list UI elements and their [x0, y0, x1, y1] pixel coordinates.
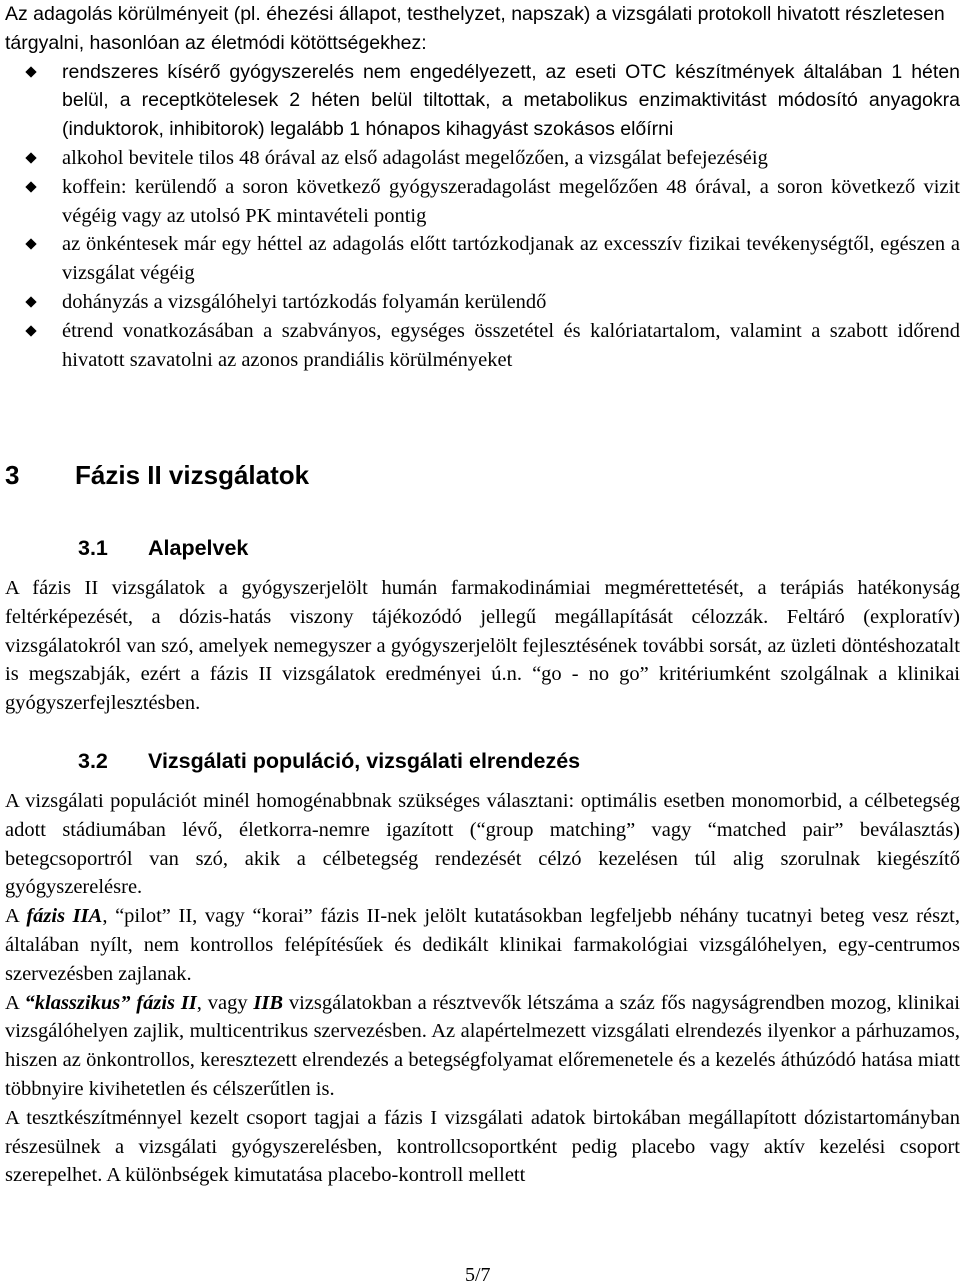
- list-item-text: alkohol bevitele tilos 48 órával az első adagolást megelőzően, a vizsgálat befejezéséig: [62, 146, 768, 169]
- list-item-text: étrend vonatkozásában a szabványos, egységes összetétel és kalóriatartalom, valamint a szabott időrend hivatott szavatolni az azonos prandiális körülményeket: [62, 319, 960, 371]
- lifestyle-restrictions-list: [5, 58, 960, 375]
- text-run: A: [5, 905, 27, 928]
- intro-paragraph: Az adagolás körülményeit (pl. éhezési állapot, testhelyzet, napszak) a vizsgálati protokoll hivatott részletesen tárgyalni, hasonlóan az életmódi kötöttségekhez:: [5, 3, 945, 54]
- list-item: [5, 58, 960, 144]
- subsection-heading: [78, 749, 580, 774]
- subsection-body: [5, 787, 960, 1190]
- list-item-text: rendszeres kísérő gyógyszerelés nem engedélyezett, az eseti OTC készítmények általában 1 héten belül, a receptkötelesek 2 héten belül tiltottak, a metabolikus enzimaktivitást módosító anyagokra (induktorok, inhibitorok) legalább 1 hónapos kihagyást szokásos előírni: [62, 60, 960, 141]
- diamond-bullet-icon: [25, 325, 36, 336]
- page-number: 5/7: [465, 1264, 491, 1286]
- body-paragraph: A vizsgálati populációt minél homogénabbnak szükséges választani: optimális esetben monomorbid, a célbetegség adott stádiumában lévő, életkorra-nemre igazított (“group matching” vagy “matched pair” beválasztás) betegcsoportról van szó, akik a célbetegség rendezését célzó kezelésen túl alig szorulnak kiegészítő gyógyszerelésre.: [5, 790, 960, 899]
- diamond-bullet-icon: [25, 152, 36, 163]
- list-item: [5, 173, 960, 231]
- list-item: [5, 317, 960, 375]
- section-number: 3: [5, 460, 20, 490]
- diamond-bullet-icon: [25, 239, 36, 250]
- subsection-title: Alapelvek: [148, 536, 249, 560]
- text-run: vizsgálatokban a résztvevők létszáma a száz fős nagyságrendben mozog, klinikai vizsgálóhelyen zajlik, multicentrikus szervezésben. Az alapértelmezett vizsgálati elrendezés ilyenkor a párhuzamos, hiszen az önkontrollos, keresztezett elrendezés a betegségfolyamat előremenetele és a kezelés áthúzódó hatása miatt többnyire kivihetetlen és célszerűtlen is.: [5, 991, 960, 1100]
- emphasis-text: fázis IIA: [26, 905, 103, 928]
- subsection-number: 3.2: [78, 749, 108, 773]
- diamond-bullet-icon: [25, 66, 36, 77]
- body-paragraph: [5, 989, 960, 1104]
- subsection-heading: [78, 536, 248, 561]
- document-page: [5, 0, 960, 374]
- emphasis-text: “klasszikus” fázis II: [24, 991, 197, 1014]
- list-item-text: koffein: kerülendő a soron következő gyógyszeradagolást megelőzően 48 órával, a soron következő vizit végéig vagy az utolsó PK mintavételi pontig: [62, 175, 960, 227]
- text-run: A: [5, 991, 25, 1014]
- section-heading: [5, 460, 309, 491]
- body-paragraph: A tesztkészítménnyel kezelt csoport tagjai a fázis I vizsgálati adatok birtokában megállapított dózistartományban részesülnek a vizsgálati gyógyszerelésben, kontrollcsoportként pedig placebo vagy aktív kezelési csoport szerepelhet. A különbségek kimutatása placebo-kontroll mellett: [5, 1106, 960, 1187]
- list-item: [5, 230, 960, 288]
- text-run: , vagy: [196, 991, 254, 1014]
- subsection-title: Vizsgálati populáció, vizsgálati elrendezés: [148, 749, 581, 773]
- body-paragraph: A fázis II vizsgálatok a gyógyszerjelölt humán farmakodinámiai megmérettetését, a terápiás hatékonyság feltérképezését, a dózis-hatás viszony tájékozódó jellegű megállapítását célozzák. Feltáró (exploratív) vizsgálatokról van szó, amelyek nemegyszer a gyógyszerjelölt fejlesztésének további sorsát, az üzleti döntéshozatalt is megszabják, ezért a fázis II vizsgálatok eredményei ú.n. “go - no go” kritériumként szolgálnak a klinikai gyógyszerfejlesztésben.: [5, 577, 960, 715]
- list-item: [5, 288, 960, 317]
- subsection-number: 3.1: [78, 536, 108, 560]
- list-item: [5, 144, 960, 173]
- diamond-bullet-icon: [25, 181, 36, 192]
- diamond-bullet-icon: [25, 296, 36, 307]
- body-paragraph: [5, 902, 960, 988]
- section-title: Fázis II vizsgálatok: [75, 460, 310, 490]
- text-run: , “pilot” II, vagy “korai” fázis II-nek jelölt kutatásokban legfeljebb néhány tucatnyi beteg vesz részt, általában nyílt, nem kontrollos felépítésűek és dedikált klinikai farmakológiai vizsgálóhelyen, egy-centrumos szervezésben zajlanak.: [5, 905, 960, 985]
- list-item-text: az önkéntesek már egy héttel az adagolás előtt tartózkodjanak az excesszív fizikai tevékenységtől, egészen a vizsgálat végéig: [62, 233, 960, 285]
- emphasis-text: IIB: [253, 991, 284, 1014]
- list-item-text: dohányzás a vizsgálóhelyi tartózkodás folyamán kerülendő: [62, 290, 547, 313]
